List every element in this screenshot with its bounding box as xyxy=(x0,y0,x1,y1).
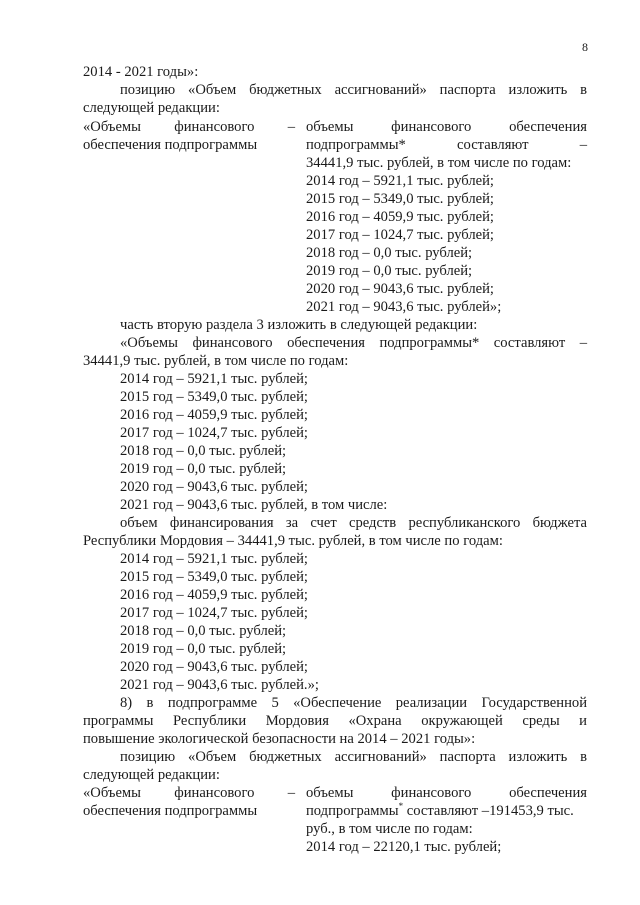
year-line: 2019 год – 0,0 тыс. рублей; xyxy=(120,461,287,477)
year-line: 2018 год – 0,0 тыс. рублей; xyxy=(120,623,287,639)
text-line: Республики Мордовия – 34441,9 тыс. рублей, в том числе по годам: xyxy=(83,533,503,549)
table-right-cell-line: руб., в том числе по годам: xyxy=(306,821,473,837)
page-number: 8 xyxy=(582,40,588,54)
year-line: 2021 год – 9043,6 тыс. рублей.»; xyxy=(120,677,319,693)
table-right-cell-line: объемы финансового обеспечения xyxy=(306,119,587,135)
year-line: 2020 год – 9043,6 тыс. рублей; xyxy=(120,479,308,495)
footnote-asterisk: * xyxy=(398,801,404,812)
table-right-cell-fragment: подпрограммы xyxy=(306,803,399,819)
year-line: 2015 год – 5349,0 тыс. рублей; xyxy=(306,191,494,207)
text-line: «Объемы финансового обеспечения подпрограммы* составляют – xyxy=(120,335,587,351)
year-line: 2016 год – 4059,9 тыс. рублей; xyxy=(120,407,308,423)
text-line: 8) в подпрограмме 5 «Обеспечение реализации Государственной xyxy=(120,695,587,711)
year-line: 2016 год – 4059,9 тыс. рублей; xyxy=(120,587,308,603)
year-line: 2015 год – 5349,0 тыс. рублей; xyxy=(120,389,308,405)
text-line: часть вторую раздела 3 изложить в следующей редакции: xyxy=(120,317,478,333)
text-line: объем финансирования за счет средств республиканского бюджета xyxy=(120,515,587,531)
year-line: 2020 год – 9043,6 тыс. рублей; xyxy=(120,659,308,675)
year-line: 2017 год – 1024,7 тыс. рублей; xyxy=(120,605,308,621)
year-line: 2018 год – 0,0 тыс. рублей; xyxy=(306,245,473,261)
year-line: 2019 год – 0,0 тыс. рублей; xyxy=(120,641,287,657)
year-line: 2020 год – 9043,6 тыс. рублей; xyxy=(306,281,494,297)
table-left-cell-line: «Объемы финансового – xyxy=(83,119,295,135)
year-line: 2016 год – 4059,9 тыс. рублей; xyxy=(306,209,494,225)
year-line: 2021 год – 9043,6 тыс. рублей, в том числе: xyxy=(120,497,388,513)
year-line: 2019 год – 0,0 тыс. рублей; xyxy=(306,263,473,279)
text-line: 34441,9 тыс. рублей, в том числе по годам: xyxy=(83,353,349,369)
table-left-cell-line: обеспечения подпрограммы xyxy=(83,803,258,819)
text-line: программы Республики Мордовия «Охрана окружающей среды и xyxy=(83,713,587,729)
text-line: повышение экологической безопасности на 2014 – 2021 годы»: xyxy=(83,731,476,747)
year-line: 2014 год – 5921,1 тыс. рублей; xyxy=(120,551,308,567)
year-line: 2015 год – 5349,0 тыс. рублей; xyxy=(120,569,308,585)
table-right-cell-fragment: составляют –191453,9 тыс. xyxy=(406,803,574,819)
year-line: 2014 год – 5921,1 тыс. рублей; xyxy=(306,173,494,189)
table-left-cell-line: обеспечения подпрограммы xyxy=(83,137,258,153)
text-line: следующей редакции: xyxy=(83,767,220,783)
year-line: 2014 год – 5921,1 тыс. рублей; xyxy=(120,371,308,387)
text-line: 2014 - 2021 годы»: xyxy=(83,64,199,80)
table-right-cell-line: объемы финансового обеспечения xyxy=(306,785,587,801)
table-right-cell-line: подпрограммы* составляют – xyxy=(306,137,587,153)
year-line: 2021 год – 9043,6 тыс. рублей»; xyxy=(306,299,502,315)
text-line: следующей редакции: xyxy=(83,100,220,116)
year-line: 2017 год – 1024,7 тыс. рублей; xyxy=(306,227,494,243)
table-right-cell-line xyxy=(306,803,574,820)
text-line: позицию «Объем бюджетных ассигнований» паспорта изложить в xyxy=(120,82,587,98)
year-line: 2017 год – 1024,7 тыс. рублей; xyxy=(120,425,308,441)
table-left-cell-line: «Объемы финансового – xyxy=(83,785,295,801)
year-line: 2014 год – 22120,1 тыс. рублей; xyxy=(306,839,502,855)
table-right-cell-line: 34441,9 тыс. рублей, в том числе по годам: xyxy=(306,155,572,171)
text-line: позицию «Объем бюджетных ассигнований» паспорта изложить в xyxy=(120,749,587,765)
year-line: 2018 год – 0,0 тыс. рублей; xyxy=(120,443,287,459)
